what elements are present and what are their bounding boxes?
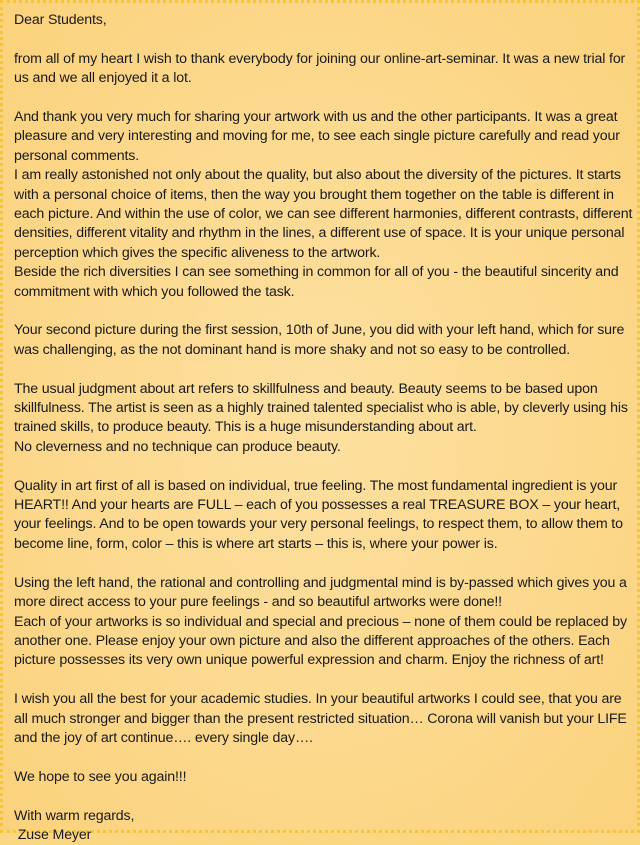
paragraph-judgment: The usual judgment about art refers to skillfulness and beauty. Beauty seems to be based upon skillfulness. The artist is seen as a highly trained talented specialist who is able, by cleverly using his trained skills, to produce beauty. This is a huge misunderstanding about art. (14, 380, 628, 436)
paragraph-quality: Quality in art first of all is based on individual, true feeling. The most fundamental ingredient is your HEART!! And your hearts are FULL – each of you possesses a real TREASURE BOX – your heart, your feelings. And to be open towards your very personal feelings, to respect them, to allow them to become line, form, color – this is where art starts – this is, where your power is. (14, 477, 623, 552)
paragraph-thanks: from all of my heart I wish to thank everybody for joining our online-art-seminar. It was a new trial for us and we all enjoyed it a lot. (14, 50, 626, 87)
paragraph-gap (14, 89, 634, 108)
paragraph-individual: Each of your artworks is so individual and special and precious – none of them could be replaced by another one. Please enjoy your own picture and also the different approaches of the others. Each picture possesses its very own unique powerful expression and charm. Enjoy the richness of art! (14, 613, 627, 669)
paragraph-gap (14, 457, 634, 476)
paragraph-gap (14, 360, 634, 379)
paragraph-diversity: I am really astonished not only about the quality, but also about the diversity of the pictures. It starts with a personal choice of items, then the way you brought them together on the table is different in each picture. And within the use of color, we can see different harmonies, different contrasts, different densities, different vitality and rhythm in the lines, a different use of space. It is your unique personal perception which gives the specific aliveness to the artwork. (14, 167, 633, 261)
paragraph-bypass: Using the left hand, the rational and controlling and judgmental mind is by-passed which gives you a more direct access to your pure feelings - and so beautiful artworks were done!! (14, 574, 627, 611)
paragraph-gap (14, 302, 634, 321)
paragraph-cleverness: No cleverness and no technique can produce beauty. (14, 438, 341, 455)
paragraph-left-hand: Your second picture during the first session, 10th of June, you did with your left hand, which for sure was challenging, as the not dominant hand is more shaky and not so easy to be controlled. (14, 322, 625, 358)
paragraph-gap (14, 787, 634, 806)
paragraph-hope: We hope to see you again!!! (14, 768, 187, 785)
closing: With warm regards, (14, 807, 135, 824)
paragraph-gap (14, 554, 634, 573)
paragraph-gap (14, 671, 634, 690)
paragraph-gap (14, 30, 634, 49)
paragraph-wishes: I wish you all the best for your academic studies. In your beautiful artworks I could see, that you are all much stronger and bigger than the present restricted situation… Corona will vanish but your LIFE and the joy of art continue…. every single day…. (14, 691, 627, 746)
letter-body (14, 11, 634, 845)
paragraph-sharing: And thank you very much for sharing your artwork with us and the other participants. It was a great pleasure and very interesting and moving for me, to see each single picture carefully and read your personal comments. (14, 109, 620, 164)
paragraph-gap (14, 748, 634, 767)
signature: Zuse Meyer (14, 826, 92, 843)
paragraph-common: Beside the rich diversities I can see something in common for all of you - the beautiful sincerity and commitment with which you followed the task. (14, 264, 619, 300)
salutation: Dear Students, (14, 12, 107, 28)
